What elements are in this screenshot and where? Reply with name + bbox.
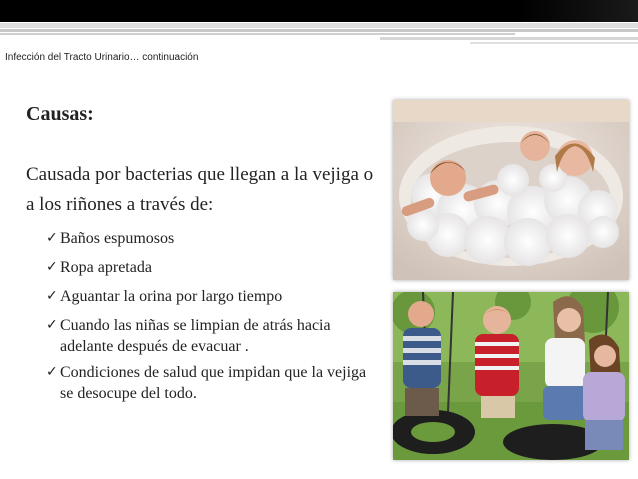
list-item: ✓ Ropa apretada [46,259,152,276]
check-icon: ✓ [46,259,58,275]
list-item: ✓ Condiciones de salud que impidan que la vejiga se desocupe del todo. [46,364,367,402]
decorative-stripe [0,29,638,32]
decorative-stripe [0,33,515,35]
bubble-bath-photo [393,100,629,280]
decorative-stripe [470,42,638,44]
slide-heading: Causas: [26,103,94,125]
list-item: ✓ Cuando las niñas se limpian de atrás hacia adelante después de evacuar . [46,317,331,355]
causes-list [46,228,376,409]
intro-paragraph: Causada por bacterias que llegan a la vejiga o a los riñones a través de: [26,164,374,215]
top-bar [0,0,638,22]
slide-header: Infección del Tracto Urinario… continuación [5,52,199,63]
check-icon: ✓ [46,317,58,333]
check-icon: ✓ [46,230,58,246]
list-item: ✓ Aguantar la orina por largo tiempo [46,288,283,305]
decorative-stripe [0,23,638,28]
tire-swing-photo [393,292,629,460]
check-icon: ✓ [46,364,58,380]
check-icon: ✓ [46,288,58,304]
list-item: ✓ Baños espumosos [46,230,175,247]
decorative-stripe [380,37,638,40]
